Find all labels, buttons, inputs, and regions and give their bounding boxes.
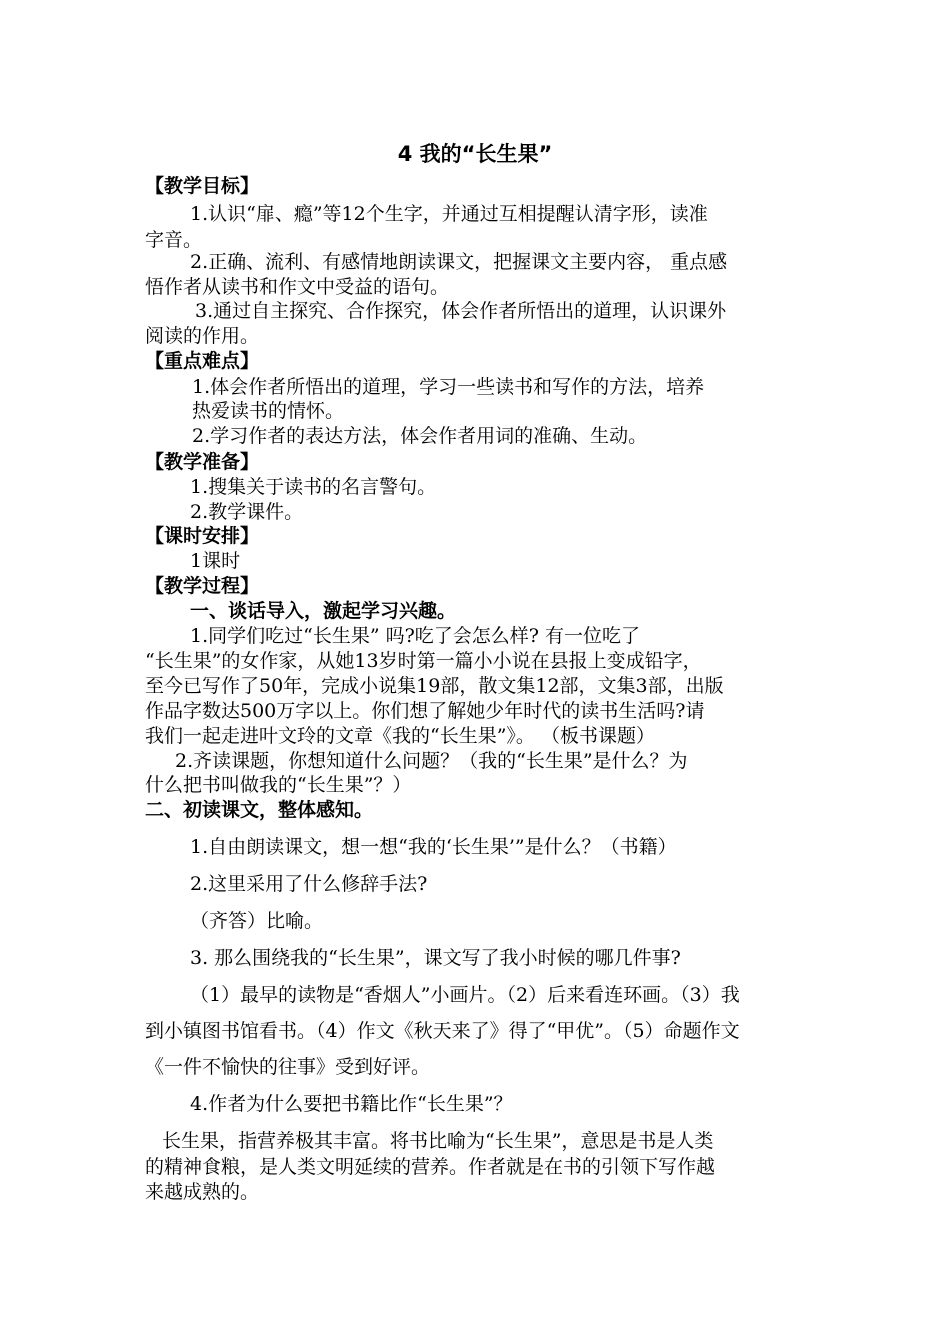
section-heading-preparation: 【教学准备】 [145, 451, 260, 473]
goal-1-line-2: 字音。 [145, 229, 203, 251]
process-p1-line-5: 我们一起走进叶文玲的文章《我的“长生果”》。 （板书课题） [145, 725, 655, 747]
preparation-1: 1.搜集关于读书的名言警句。 [190, 476, 437, 498]
process-part-2-heading: 二、初读课文，整体感知。 [145, 799, 374, 821]
question-4: 4.作者为什么要把书籍比作“长生果”？ [190, 1093, 513, 1115]
question-3: 3. 那么围绕我的“长生果”，课文写了我小时候的哪几件事? [190, 947, 681, 969]
process-p2-line-2: 什么把书叫做我的“长生果”？） [145, 774, 412, 796]
goal-3-line-2: 阅读的作用。 [145, 325, 260, 347]
question-3-answer-line-2: 到小镇图书馆看书。（4）作文《秋天来了》得了“甲优”。（5）命题作文 [145, 1020, 740, 1042]
section-heading-process: 【教学过程】 [145, 575, 260, 597]
process-p1-line-3: 至今已写作了50年，完成小说集19部，散文集12部，文集3部，出版 [145, 675, 724, 697]
page-title: 4 我的“长生果” [397, 142, 553, 166]
question-3-answer-line-1: （1）最早的读物是“香烟人”小画片。（2）后来看连环画。（3）我 [190, 984, 740, 1006]
process-part-1-heading: 一、谈话导入，激起学习兴趣。 [190, 600, 457, 622]
section-heading-goals: 【教学目标】 [145, 175, 260, 197]
process-p1-line-1: 1.同学们吃过“长生果” 吗?吃了会怎么样? 有一位吃了 [190, 625, 641, 647]
question-1: 1.自由朗读课文，想一想“我的‘长生果’”是什么？（书籍） [190, 836, 677, 858]
question-4-answer-line-2: 的精神食粮，是人类文明延续的营养。作者就是在书的引领下写作越 [145, 1156, 716, 1178]
goal-1-line-1: 1.认识“扉、瘾”等12个生字，并通过互相提醒认清字形，读准 [190, 203, 708, 225]
goal-2-line-1: 2.正确、流利、有感情地朗读课文，把握课文主要内容， 重点感 [190, 251, 728, 273]
key-point-1-line-1: 1.体会作者所悟出的道理，学习一些读书和写作的方法，培养 [192, 376, 705, 398]
section-heading-key-points: 【重点难点】 [145, 350, 260, 372]
preparation-2: 2.教学课件。 [190, 501, 304, 523]
question-4-answer-line-3: 来越成熟的。 [145, 1181, 260, 1203]
question-3-answer-line-3: 《一件不愉快的往事》受到好评。 [145, 1056, 431, 1078]
question-2-answer: （齐答）比喻。 [190, 910, 324, 932]
goal-2-line-2: 悟作者从读书和作文中受益的语句。 [145, 276, 450, 298]
process-p1-line-2: “长生果”的女作家，从她13岁时第一篇小小说在县报上变成铅字， [145, 650, 702, 672]
process-p1-line-4: 作品字数达500万字以上。你们想了解她少年时代的读书生活吗?请 [145, 700, 705, 722]
question-4-answer-line-1: 长生果，指营养极其丰富。将书比喻为“长生果”，意思是书是人类 [162, 1130, 714, 1152]
question-2: 2.这里采用了什么修辞手法? [190, 873, 428, 895]
schedule-value: 1课时 [190, 550, 241, 572]
goal-3-line-1: 3.通过自主探究、合作探究，体会作者所悟出的道理，认识课外 [195, 300, 727, 322]
process-p2-line-1: 2.齐读课题，你想知道什么问题？（我的“长生果”是什么？为 [175, 750, 688, 772]
key-point-1-line-2: 热爱读书的情怀。 [192, 400, 345, 422]
section-heading-schedule: 【课时安排】 [145, 525, 260, 547]
key-point-2: 2.学习作者的表达方法，体会作者用词的准确、生动。 [192, 425, 648, 447]
